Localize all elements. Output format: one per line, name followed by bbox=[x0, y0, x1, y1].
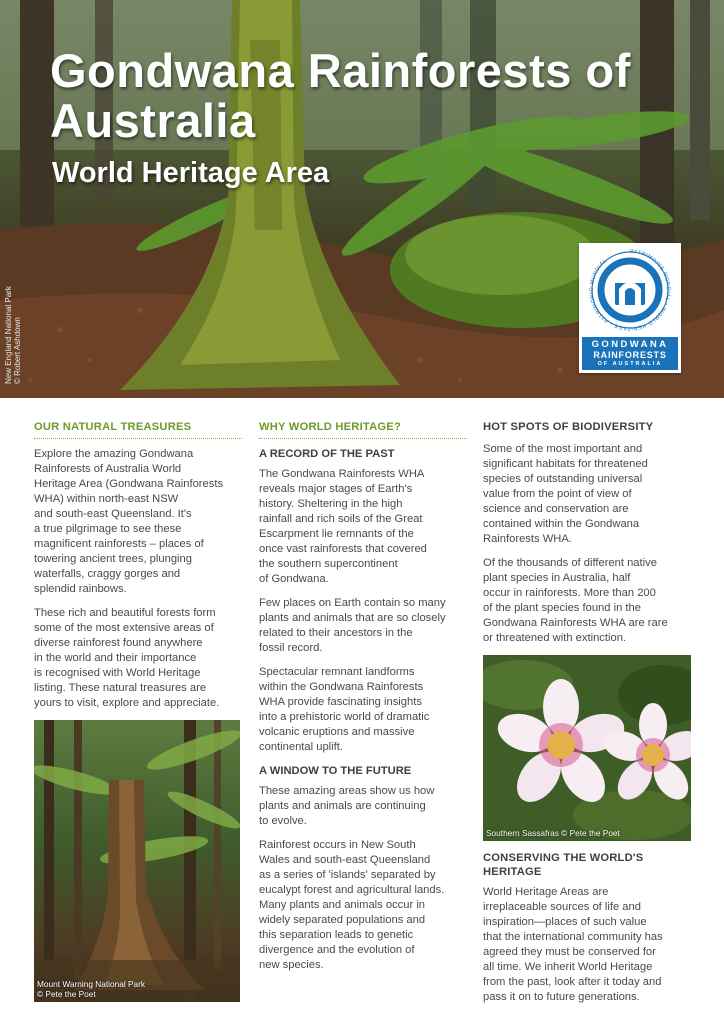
world-heritage-logo bbox=[579, 243, 681, 373]
paragraph: Rainforest occurs in New South Wales and south-east Queensland as a series of 'islands' separated by eucalypt forest and agricultural lands. Many plants and animals occur in widely separated populations and this separation leads to genetic divergence and the evolution of new species. bbox=[259, 839, 445, 971]
svg-text:PATRIMOINE MONDIAL • WORLD HER: PATRIMOINE MONDIAL • WORLD HERITAGE • PATRIMONIO MUNDIAL bbox=[588, 248, 671, 332]
paragraph: These rich and beautiful forests form some of the most extensive areas of diverse rainforest found anywhere in the world and their importance is recognised with World Heritage listing. These natural treasures are yours to visit, explore and appreciate. bbox=[34, 607, 220, 709]
photo-caption: Mount Warning National Park © Pete the Poet bbox=[37, 979, 146, 999]
paragraph: Explore the amazing Gondwana Rainforests of Australia World Heritage Area (Gondwana Rainforests WHA) within north-east NSW and south-east Queensland. It's a true pilgrimage to see these magnificent rainforests – places of towering ancient trees, plunging waterfalls, craggy gorges and splendid rainbows. bbox=[34, 448, 224, 595]
paragraph: Spectacular remnant landforms within the Gondwana Rainforests WHA provide fascinating insights into a prehistoric world of dramatic volcanic eruptions and massive continental uplift. bbox=[259, 666, 430, 753]
paragraph: Some of the most important and significant habitats for threatened species of outstanding universal value from the point of view of science and conservation are contained within the Gondwana Rainforests WHA. bbox=[483, 443, 648, 545]
section-heading: CONSERVING THE WORLD'S HERITAGE bbox=[483, 852, 644, 878]
rainforest-photo bbox=[34, 720, 240, 1002]
paragraph: The Gondwana Rainforests WHA reveals major stages of Earth's history. Sheltering in the high rainfall and rich soils of the Great Escarpment lie remnants of the once vast rainforests that covered the southern supercontinent of Gondwana. bbox=[259, 468, 427, 585]
page-subtitle: World Heritage Area bbox=[52, 157, 330, 189]
logo-band: GONDWANA RAINFORESTS OF AUSTRALIA bbox=[582, 337, 678, 370]
world-heritage-emblem-icon bbox=[579, 243, 681, 337]
photo-caption: Southern Sassafras © Pete the Poet bbox=[486, 828, 620, 838]
paragraph: Few places on Earth contain so many plants and animals that are so closely related to their ancestors in the fossil record. bbox=[259, 597, 446, 654]
paragraph: Of the thousands of different native plant species in Australia, half occur in rainforests. More than 200 of the plant species found in the Gondwana Rainforests WHA are rare or threatened with extinction. bbox=[483, 557, 668, 644]
page-title: Gondwana Rainforests of Australia bbox=[50, 44, 631, 147]
section-heading: OUR NATURAL TREASURES bbox=[34, 420, 242, 439]
subheading-record-of-the-past: A RECORD OF THE PAST bbox=[259, 448, 395, 460]
hero-photo-credit: New England National Park © Robert Ashdown bbox=[4, 286, 22, 384]
paragraph: These amazing areas show us how plants and animals are continuing to evolve. bbox=[259, 785, 435, 827]
paragraph: World Heritage Areas are irreplaceable sources of life and inspiration—places of such value that the international community has agreed they must be conserved for all time. We inherit World Heritage from the past, look after it today and pass it on to future generations. bbox=[483, 886, 663, 1003]
column-why-world-heritage bbox=[259, 420, 467, 982]
subheading-window-to-the-future: A WINDOW TO THE FUTURE bbox=[259, 765, 412, 777]
section-heading: WHY WORLD HERITAGE? bbox=[259, 420, 467, 439]
photo-mount-warning bbox=[34, 720, 240, 1002]
column-hot-spots bbox=[483, 420, 691, 1014]
flower-photo bbox=[483, 655, 691, 841]
photo-southern-sassafras bbox=[483, 655, 691, 841]
column-our-natural-treasures bbox=[34, 420, 242, 1002]
hero-banner bbox=[0, 0, 724, 398]
section-heading: HOT SPOTS OF BIODIVERSITY bbox=[483, 421, 654, 433]
